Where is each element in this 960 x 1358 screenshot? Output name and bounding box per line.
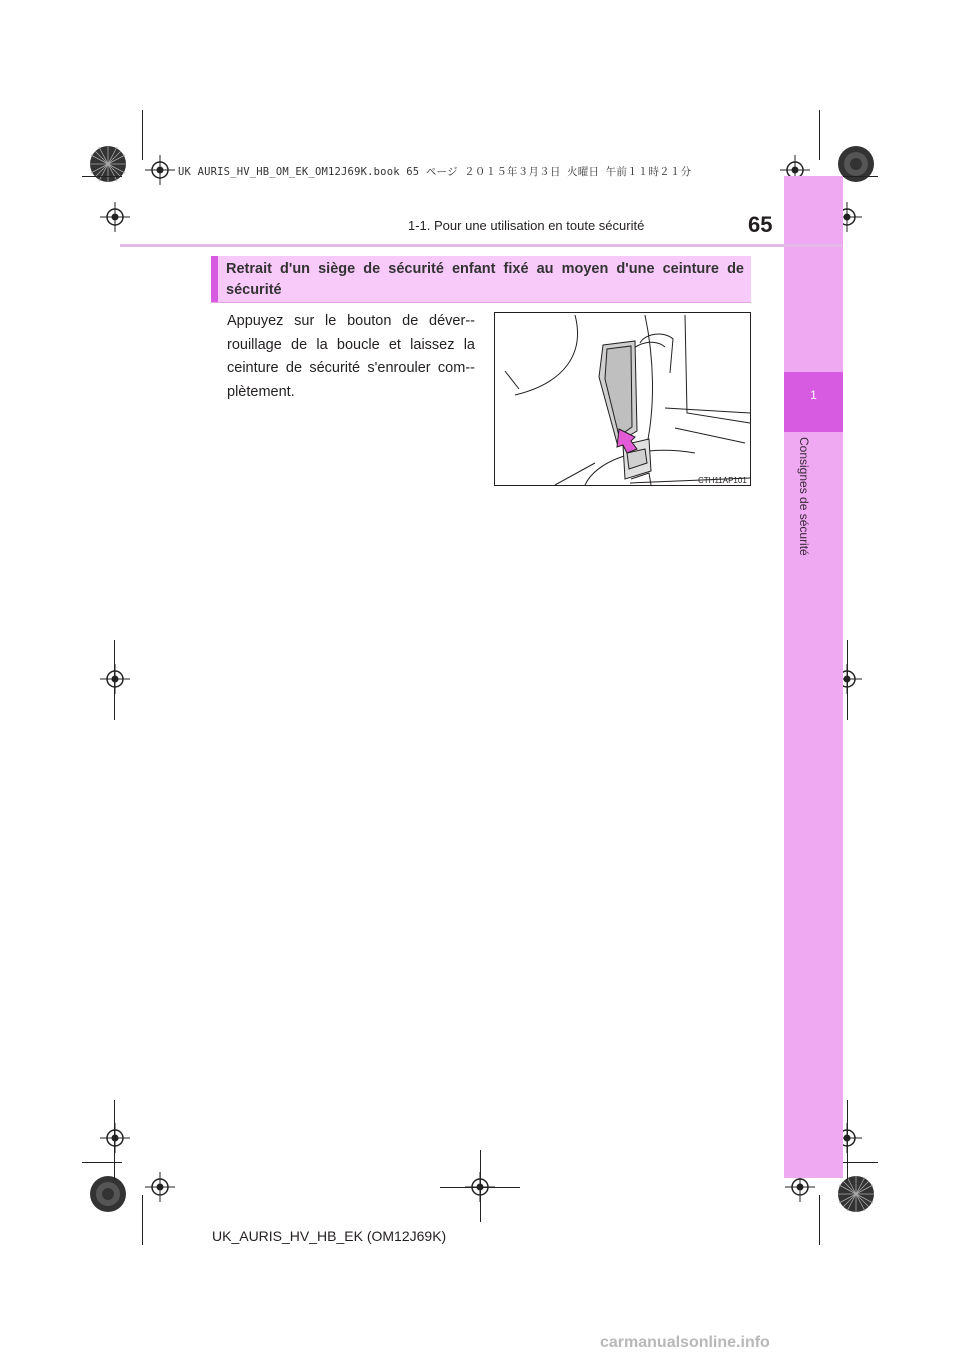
- registration-star-bottom-left: [88, 1174, 128, 1214]
- page-number: 65: [748, 212, 773, 237]
- header-rule: [120, 244, 842, 247]
- subheading-title: Retrait d'un siège de sécurité enfant fixé au moyen d'une ceinture de sécurité: [226, 261, 744, 298]
- figure-code: CTH11AP101: [698, 476, 747, 485]
- book-info-line: UK AURIS_HV_HB_OM_EK_OM12J69K.book 65 ページ ２０１５年３月３日 火曜日 午前１１時２１分: [178, 166, 692, 178]
- crosshair-mark-3: [100, 202, 130, 232]
- registration-star-bottom-right: [836, 1174, 876, 1214]
- trim-line: [847, 640, 848, 720]
- body-paragraph: Appuyez sur le bouton de déver-rouillage de la boucle et laissez la ceinture de sécurité s'enrouler com-plètement.: [227, 313, 475, 400]
- crosshair-mark-7: [100, 1123, 130, 1153]
- trim-line: [847, 1100, 848, 1180]
- trim-line: [114, 1100, 115, 1180]
- chapter-side-tab: [784, 176, 843, 1178]
- footer-document-code: UK_AURIS_HV_HB_EK (OM12J69K): [212, 1228, 447, 1244]
- chapter-tab-marker: [784, 372, 843, 432]
- trim-line: [82, 1162, 122, 1163]
- trim-line: [480, 1150, 481, 1222]
- trim-line: [82, 176, 122, 177]
- watermark[interactable]: carmanualsonline.info: [600, 1334, 770, 1351]
- section-heading: 1-1. Pour une utilisation en toute sécurité: [408, 218, 645, 233]
- chapter-number: 1: [810, 388, 817, 402]
- crosshair-mark-9: [145, 1172, 175, 1202]
- trim-line: [819, 110, 820, 160]
- crosshair-mark-5: [100, 664, 130, 694]
- trim-line: [838, 176, 878, 177]
- registration-star-top-left: [88, 144, 128, 184]
- trim-line: [819, 1195, 820, 1245]
- trim-line: [114, 640, 115, 720]
- trim-line: [142, 110, 143, 160]
- trim-line: [838, 1162, 878, 1163]
- trim-line: [142, 1195, 143, 1245]
- seatbelt-release-drawing: [495, 313, 750, 485]
- seatbelt-buckle-illustration: [494, 312, 751, 486]
- subheading-rule: [211, 302, 751, 303]
- chapter-title: Consignes de sécurité: [797, 437, 811, 556]
- crosshair-mark-1: [145, 155, 175, 185]
